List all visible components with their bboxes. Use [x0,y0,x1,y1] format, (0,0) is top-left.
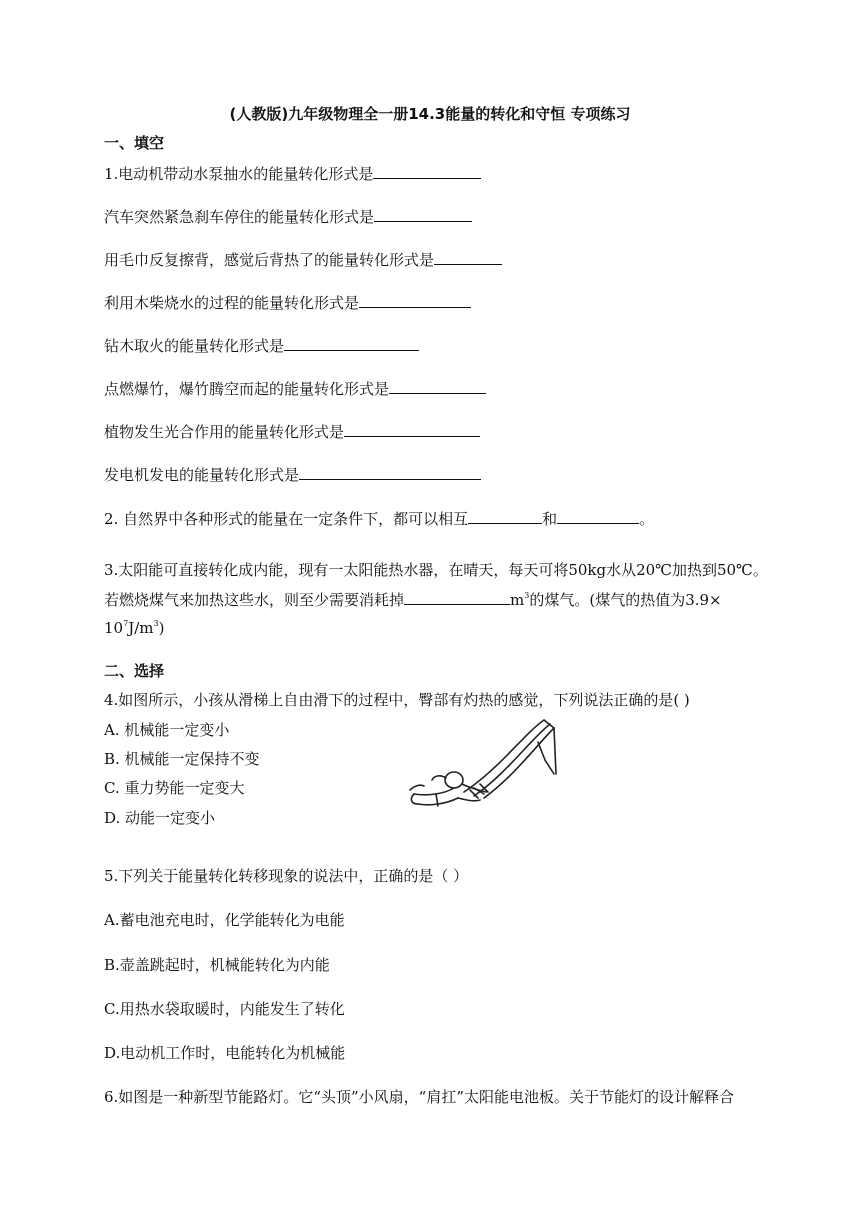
section-choice-heading: 二、选择 [104,662,165,680]
answer-blank[interactable] [373,163,481,179]
q5-option-d: D.电动机工作时，电能转化为机械能 [104,1044,346,1062]
q1-line-4: 利用木柴烧水的过程的能量转化形式是 [104,292,471,313]
q1-line-1: 1.电动机带动水泵抽水的能量转化形式是 [104,163,481,184]
q5-option-c: C.用热水袋取暖时，内能发生了转化 [104,1000,345,1018]
q1-line-6: 点燃爆竹，爆竹腾空而起的能量转化形式是 [104,378,486,399]
answer-blank[interactable] [404,589,510,605]
q3-line-2: 若燃烧煤气来加热这些水，则至少需要消耗掉 $m^3$的煤气。(煤气的热值为3.9× [104,591,722,609]
q2-text: 2. 自然界中各种形式的能量在一定条件下，都可以相互 和 。 [104,510,655,528]
q6-stem: 6.如图是一种新型节能路灯。它“头顶”小风扇，“肩扛”太阳能电池板。关于节能灯的设计解释合 [104,1088,734,1106]
q1-line-2: 汽车突然紧急刹车停住的能量转化形式是 [104,206,472,227]
answer-blank[interactable] [557,508,639,524]
q1-line-8: 发电机发电的能量转化形式是 [104,464,481,485]
q3-line-3: $10^7J/m^3$) [104,619,165,637]
q5-stem: 5.下列关于能量转化转移现象的说法中，正确的是（ ） [104,867,469,885]
q4-option-d: D. 动能一定变小 [104,809,216,827]
q4-stem: 4.如图所示，小孩从滑梯上自由滑下的过程中，臀部有灼热的感觉，下列说法正确的是( ) [104,691,690,709]
section-fill-heading: 一、填空 [104,134,165,152]
document-title: (人教版)九年级物理全一册14.3能量的转化和守恒 专项练习 [229,105,631,123]
answer-blank[interactable] [468,508,542,524]
answer-blank[interactable] [299,464,481,480]
answer-blank[interactable] [389,378,486,394]
q4-option-a: A. 机械能一定变小 [104,721,230,739]
answer-blank[interactable] [284,335,419,351]
q5-option-a: A.蓄电池充电时，化学能转化为电能 [104,911,345,929]
q3-line-1: 3.太阳能可直接转化成内能，现有一太阳能热水器，在晴天，每天可将50kg水从20℃加热到50℃。 [104,561,768,579]
q1-line-7: 植物发生光合作用的能量转化形式是 [104,421,480,442]
q5-option-b: B.壶盖跳起时，机械能转化为内能 [104,956,330,974]
q4-option-c: C. 重力势能一定变大 [104,779,245,797]
slide-child-illustration [404,714,564,814]
q1-line-5: 钻木取火的能量转化形式是 [104,335,419,356]
answer-blank[interactable] [434,249,502,265]
answer-blank[interactable] [359,292,471,308]
answer-blank[interactable] [344,421,480,437]
q4-option-b: B. 机械能一定保持不变 [104,750,260,768]
q1-line-3: 用毛巾反复擦背，感觉后背热了的能量转化形式是 [104,249,502,270]
answer-blank[interactable] [374,206,472,222]
